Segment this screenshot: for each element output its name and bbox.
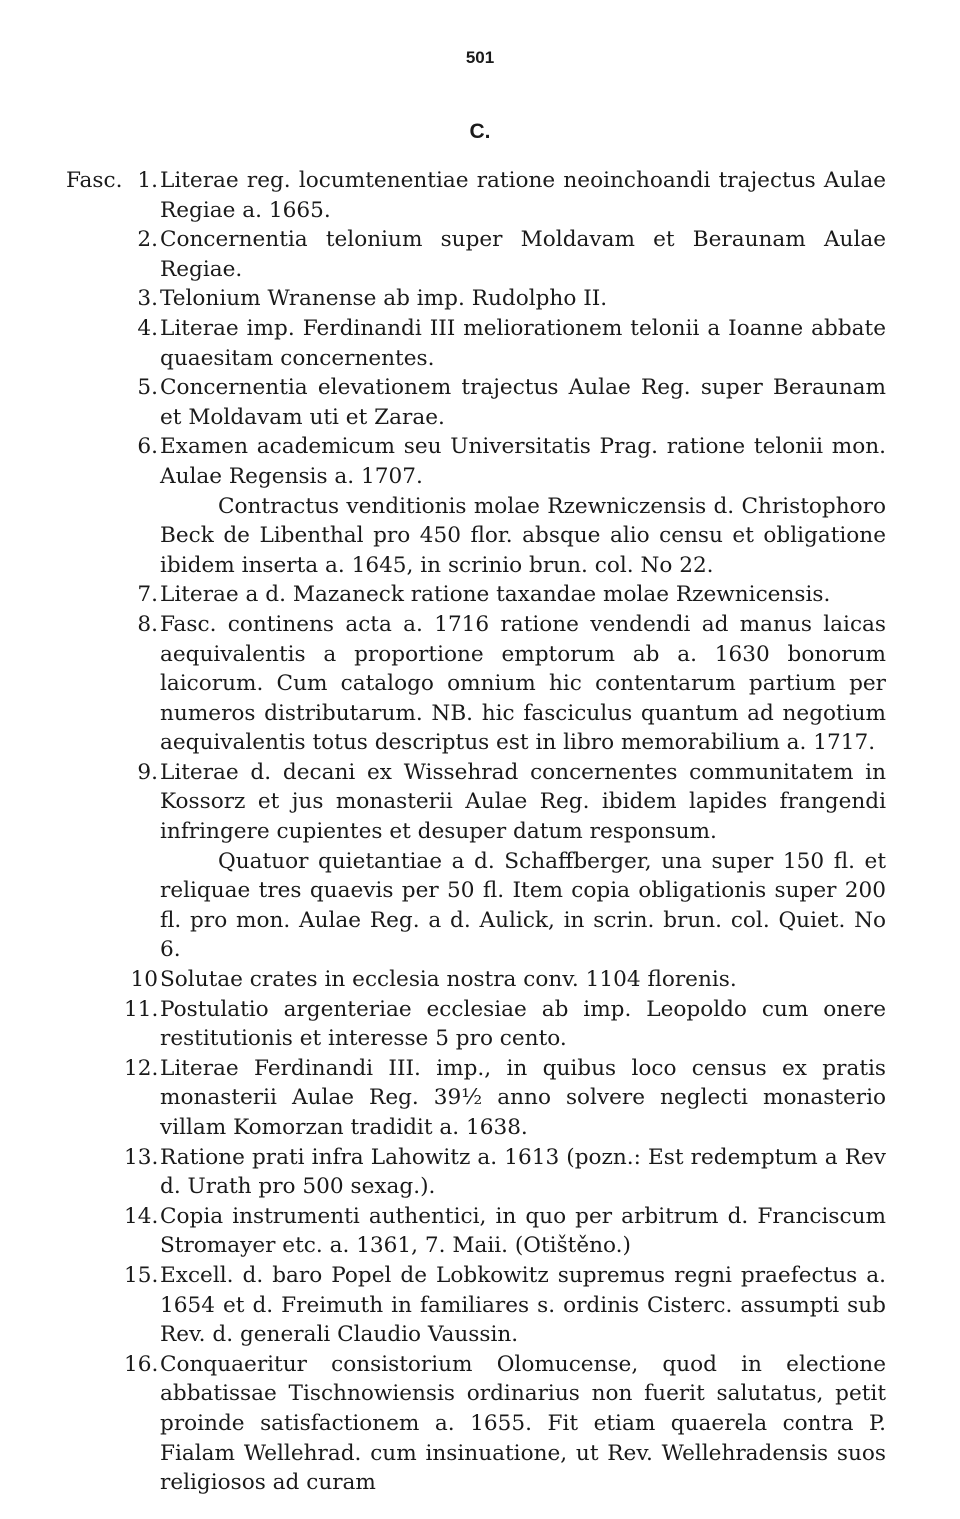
list-item — [66, 1261, 886, 1350]
list-item — [66, 284, 886, 314]
list-item — [66, 610, 886, 758]
fasc-label: Fasc. — [66, 168, 123, 193]
entry-text: Telonium Wranense ab imp. Rudolpho II. — [160, 286, 608, 312]
list-item — [66, 492, 886, 581]
entry-number: 9. — [137, 759, 158, 785]
entry-number: 8. — [137, 611, 158, 637]
entry-list — [66, 166, 886, 1498]
list-item — [66, 166, 886, 225]
entry-text: Solutae crates in ecclesia nostra conv. 1104 florenis. — [160, 967, 737, 993]
page-number: 501 — [465, 48, 495, 67]
entry-text: Concernentia telonium super Moldavam et Beraunam Aulae Regiae. — [160, 227, 886, 282]
entry-text: Postulatio argenteriae ecclesiae ab imp. Leopoldo cum onere restitutionis et interesse 5 pro cento. — [160, 996, 886, 1052]
list-item — [66, 1202, 886, 1261]
list-item — [66, 758, 886, 847]
entry-text: Excell. d. baro Popel de Lobkowitz supremus regni praefectus a. 1654 et d. Freimuth in familiares s. ordinis Cisterc. assumpti sub Rev. d. generali Claudio Vaussin. — [160, 1262, 886, 1348]
entry-number: 11. — [124, 996, 159, 1022]
entry-number: 7. — [137, 582, 158, 608]
list-item — [66, 847, 886, 965]
section-heading: C. — [469, 120, 491, 143]
entry-text: Ratione prati infra Lahowitz a. 1613 (pozn.: Est redemptum a Rev d. Urath pro 500 sexag.). — [160, 1144, 886, 1200]
entry-text: Literae Ferdinandi III. imp., in quibus loco census ex pratis monasterii Aulae Reg. 39½ anno solvere neglecti monasterio villam Komorzan tradidit a. 1638. — [160, 1055, 886, 1140]
entry-text: Concernentia elevationem trajectus Aulae Reg. super Beraunam et Moldavam uti et Zarae. — [160, 375, 886, 430]
list-item — [66, 965, 886, 995]
entry-number: 12. — [124, 1055, 159, 1081]
list-item — [66, 314, 886, 373]
entry-number: 10 — [130, 967, 158, 993]
entry-number: 1. — [137, 168, 158, 193]
entry-text: Conquaeritur consistorium Olomucense, quod in electione abbatissae Tischnowiensis ordinarius non fuerit salutatus, petit proinde satisfactionem a. 1655. Fit etiam quaerela contra P. Fialam Wellehrad. cum insinuatione, ut Rev. Wellehradensis suos religiosos ad curam — [160, 1351, 886, 1496]
entry-text: Fasc. continens acta a. 1716 ratione vendendi ad manus laicas aequivalentis a proportione emptorum ab a. 1630 bonorum laicorum. Cum catalogo omnium hic contentarum partium per numeros distributarum. NB. hic fasciculus quantum ad negotium aequivalentis totus descriptus est in libro memorabilium a. 1717. — [160, 611, 886, 756]
list-item — [66, 995, 886, 1054]
list-item — [66, 225, 886, 284]
entry-number: 2. — [137, 227, 158, 253]
entry-text: Literae d. decani ex Wissehrad concernentes communitatem in Kossorz et jus monasterii Aulae Reg. ibidem lapides frangendi infringere cupientes et desuper datum responsum. — [160, 759, 886, 845]
entry-number: 4. — [137, 315, 158, 341]
entry-number: 5. — [137, 375, 158, 401]
entry-text: Literae imp. Ferdinandi III meliorationem telonii a Ioanne abbate quaesitam concernentes. — [160, 315, 886, 371]
entry-text: Examen academicum seu Universitatis Prag. ratione telonii mon. Aulae Regensis a. 1707. — [160, 434, 886, 489]
entry-number: 13. — [124, 1144, 159, 1170]
entry-text: Contractus venditionis molae Rzewniczensis d. Christophoro Beck de Libenthal pro 450 flor. absque alio censu et obligatione ibidem inserta a. 1645, in scrinio brun. col. No 22. — [160, 493, 886, 578]
list-item — [66, 580, 886, 610]
entry-number: 3. — [137, 286, 158, 312]
entry-text: Literae reg. locumtenentiae ratione neoinchoandi trajectus Aulae Regiae a. 1665. — [160, 168, 886, 223]
list-item — [66, 1350, 886, 1498]
list-item — [66, 432, 886, 491]
entry-text: Copia instrumenti authentici, in quo per arbitrum d. Franciscum Stromayer etc. a. 1361, 7. Maii. (Otištěno.) — [160, 1203, 886, 1259]
entry-number: 6. — [137, 434, 158, 460]
entry-text: Quatuor quietantiae a d. Schaffberger, una super 150 fl. et reliquae tres quaevis per 50 fl. Item copia obligationis super 200 fl. pro mon. Aulae Reg. a d. Aulick, in scrin. brun. col. Quiet. No 6. — [160, 848, 886, 963]
list-item — [66, 373, 886, 432]
list-item — [66, 1054, 886, 1143]
entry-number: 15. — [124, 1262, 159, 1288]
entry-number: 14. — [124, 1203, 159, 1229]
entry-text: Literae a d. Mazaneck ratione taxandae molae Rzewnicensis. — [160, 582, 831, 608]
list-item — [66, 1143, 886, 1202]
entry-number: 16. — [124, 1351, 159, 1377]
